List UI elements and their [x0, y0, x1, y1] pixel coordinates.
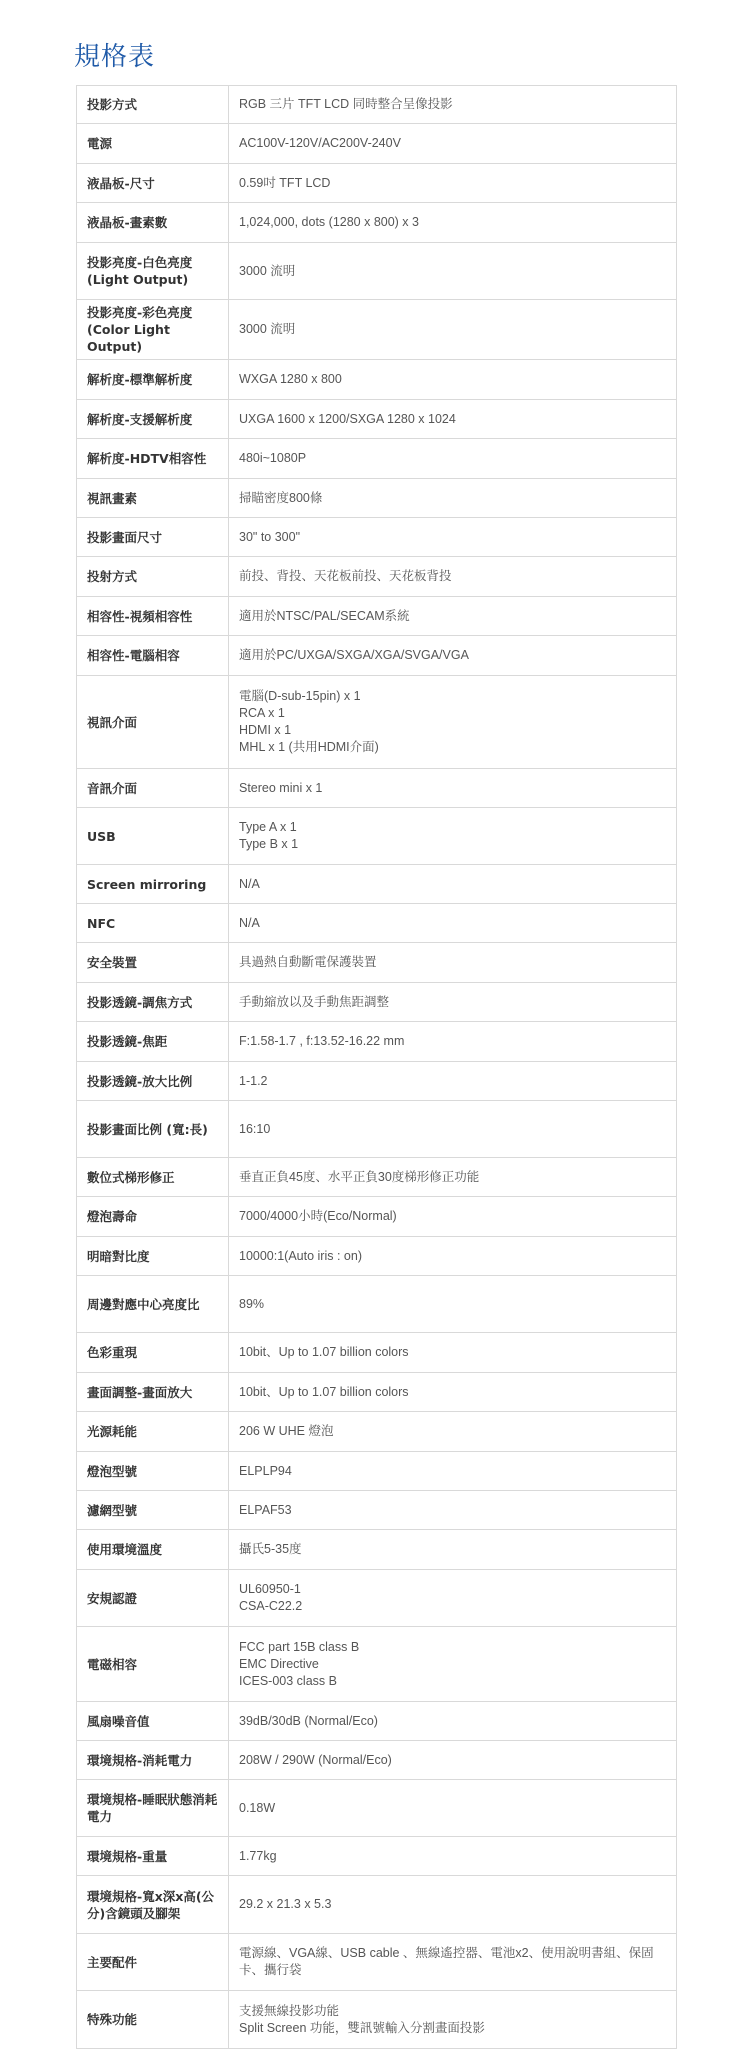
spec-value-line: N/A: [239, 915, 260, 930]
spec-row: [77, 1991, 677, 2049]
spec-value-line: AC100V-120V/AC200V-240V: [239, 136, 401, 150]
spec-value: [229, 124, 677, 164]
spec-value: [229, 1276, 677, 1333]
spec-value-line: 39dB/30dB (Normal/Eco): [239, 1713, 378, 1728]
spec-value: [229, 1022, 677, 1062]
spec-label: 投影方式: [77, 86, 229, 124]
spec-row: [77, 676, 677, 769]
spec-row: [77, 597, 677, 636]
spec-row: [77, 1876, 677, 1934]
spec-label: 投影畫面尺寸: [77, 518, 229, 557]
spec-label: 相容性-電腦相容: [77, 636, 229, 676]
spec-value-line: UXGA 1600 x 1200/SXGA 1280 x 1024: [239, 411, 456, 426]
spec-row: [77, 164, 677, 203]
spec-value-line: 3000 流明: [239, 263, 296, 278]
spec-row: [77, 1333, 677, 1373]
spec-label: Screen mirroring: [77, 865, 229, 904]
spec-label: 燈泡型號: [77, 1452, 229, 1491]
spec-value: [229, 203, 677, 243]
spec-value-line: MHL x 1 (共用HDMI介面): [239, 740, 379, 754]
spec-value: [229, 1491, 677, 1530]
spec-value: [229, 1452, 677, 1491]
spec-value-line: 30" to 300": [239, 529, 301, 544]
spec-value-line: 支援無線投影功能: [239, 2003, 340, 2018]
spec-value: [229, 1237, 677, 1276]
spec-label: 光源耗能: [77, 1412, 229, 1452]
spec-value: [229, 1412, 677, 1452]
spec-row: [77, 904, 677, 943]
spec-value: [229, 1991, 677, 2049]
spec-value: [229, 1373, 677, 1412]
spec-row: [77, 1452, 677, 1491]
spec-value: [229, 904, 677, 943]
spec-value-line: 29.2 x 21.3 x 5.3: [239, 1897, 332, 1911]
spec-value-line: ICES-003 class B: [239, 1673, 337, 1688]
spec-label: 主要配件: [77, 1934, 229, 1991]
spec-label: NFC: [77, 904, 229, 943]
spec-value: [229, 1333, 677, 1373]
spec-label: 電源: [77, 124, 229, 164]
spec-row: [77, 518, 677, 557]
spec-value: [229, 1780, 677, 1837]
spec-label: 液晶板-尺寸: [77, 164, 229, 203]
spec-value-line: 垂直正負45度、水平正負30度梯形修正功能: [239, 1169, 480, 1184]
spec-row: [77, 1412, 677, 1452]
spec-row: [77, 557, 677, 597]
spec-label: 畫面調整-畫面放大: [77, 1373, 229, 1412]
spec-row: [77, 943, 677, 983]
spec-value: [229, 1062, 677, 1101]
spec-value-line: WXGA 1280 x 800: [239, 372, 342, 386]
spec-label: 風扇噪音值: [77, 1702, 229, 1741]
spec-value-line: 攝氏5-35度: [239, 1542, 302, 1556]
spec-value: [229, 1741, 677, 1780]
spec-row: [77, 1373, 677, 1412]
spec-row: [77, 808, 677, 865]
spec-label: 特殊功能: [77, 1991, 229, 2049]
spec-value: [229, 400, 677, 439]
spec-row: [77, 439, 677, 479]
spec-value-line: 208W / 290W (Normal/Eco): [239, 1752, 392, 1767]
spec-label: 音訊介面: [77, 769, 229, 808]
spec-label: 安規認證: [77, 1570, 229, 1627]
spec-row: [77, 1627, 677, 1702]
spec-label: 投影亮度-白色亮度 (Light Output): [77, 243, 229, 300]
spec-value-line: 掃瞄密度800條: [239, 490, 323, 505]
spec-value: [229, 1702, 677, 1741]
spec-value-line: 7000/4000小時(Eco/Normal): [239, 1209, 397, 1223]
spec-label: 液晶板-畫素數: [77, 203, 229, 243]
spec-value-line: 1,024,000, dots (1280 x 800) x 3: [239, 215, 419, 229]
spec-value-line: 0.59吋 TFT LCD: [239, 175, 331, 190]
spec-label: 環境規格-寬x深x高(公分)含鏡頭及腳架: [77, 1876, 229, 1934]
spec-value-line: 適用於NTSC/PAL/SECAM系統: [239, 608, 410, 623]
spec-value-line: F:1.58-1.7 , f:13.52-16.22 mm: [239, 1034, 405, 1048]
spec-value-line: 1.77kg: [239, 1848, 277, 1863]
spec-value: [229, 243, 677, 300]
spec-value-line: 3000 流明: [239, 322, 296, 336]
spec-value: [229, 1101, 677, 1158]
spec-value: [229, 1158, 677, 1197]
spec-value-line: 206 W UHE 燈泡: [239, 1424, 334, 1438]
spec-value-line: 0.18W: [239, 1800, 276, 1815]
spec-label: 環境規格-消耗電力: [77, 1741, 229, 1780]
spec-value-line: FCC part 15B class B: [239, 1639, 360, 1654]
spec-value: [229, 1934, 677, 1991]
spec-value: [229, 865, 677, 904]
spec-value-line: 16:10: [239, 1121, 271, 1136]
spec-value-line: 10000:1(Auto iris : on): [239, 1248, 362, 1263]
spec-value-line: RGB 三片 TFT LCD 同時整合呈像投影: [239, 97, 453, 111]
spec-label: 解析度-標準解析度: [77, 360, 229, 400]
spec-row: [77, 1101, 677, 1158]
spec-row: [77, 1530, 677, 1570]
spec-label: 投影透鏡-放大比例: [77, 1062, 229, 1101]
spec-label: 電磁相容: [77, 1627, 229, 1702]
spec-label: 相容性-視頻相容性: [77, 597, 229, 636]
spec-value: [229, 164, 677, 203]
spec-value: [229, 597, 677, 636]
spec-value: [229, 1837, 677, 1876]
spec-label: 環境規格-重量: [77, 1837, 229, 1876]
spec-row: [77, 86, 677, 124]
spec-row: [77, 1702, 677, 1741]
spec-row: [77, 1158, 677, 1197]
spec-value-line: CSA-C22.2: [239, 1599, 303, 1613]
spec-value-line: Type A x 1: [239, 820, 297, 834]
spec-value: [229, 479, 677, 518]
spec-label: 解析度-HDTV相容性: [77, 439, 229, 479]
spec-value-line: 適用於PC/UXGA/SXGA/XGA/SVGA/VGA: [239, 648, 469, 662]
spec-row: [77, 203, 677, 243]
spec-value-line: 手動縮放以及手動焦距調整: [239, 994, 390, 1009]
spec-value: [229, 360, 677, 400]
spec-value-line: 480i~1080P: [239, 451, 307, 465]
spec-value: [229, 983, 677, 1022]
spec-label: 數位式梯形修正: [77, 1158, 229, 1197]
spec-row: [77, 1491, 677, 1530]
spec-label: 安全裝置: [77, 943, 229, 983]
spec-label: 投影透鏡-調焦方式: [77, 983, 229, 1022]
spec-label: USB: [77, 808, 229, 865]
spec-label: 視訊畫素: [77, 479, 229, 518]
spec-row: [77, 1022, 677, 1062]
spec-value-line: Type B x 1: [239, 837, 299, 851]
spec-value: [229, 769, 677, 808]
spec-value-line: Split Screen 功能，雙訊號輸入分割畫面投影: [239, 2020, 485, 2035]
page-title: 規格表: [74, 42, 156, 72]
spec-row: [77, 769, 677, 808]
spec-value-line: EMC Directive: [239, 1656, 319, 1671]
spec-value: [229, 518, 677, 557]
spec-label: 投射方式: [77, 557, 229, 597]
spec-row: [77, 1237, 677, 1276]
spec-table: [76, 85, 677, 2049]
spec-value-line: N/A: [239, 876, 260, 891]
spec-row: [77, 1837, 677, 1876]
spec-label: 燈泡壽命: [77, 1197, 229, 1237]
spec-value: [229, 943, 677, 983]
spec-value-line: RCA x 1: [239, 706, 285, 720]
spec-row: [77, 1741, 677, 1780]
spec-value-line: HDMI x 1: [239, 723, 292, 737]
spec-value: [229, 1876, 677, 1934]
spec-value: [229, 1570, 677, 1627]
spec-value-line: ELPLP94: [239, 1463, 292, 1478]
spec-value: [229, 86, 677, 124]
spec-row: [77, 1570, 677, 1627]
spec-value: [229, 636, 677, 676]
spec-value: [229, 808, 677, 865]
spec-row: [77, 983, 677, 1022]
spec-value-line: Stereo mini x 1: [239, 780, 323, 795]
spec-label: 視訊介面: [77, 676, 229, 769]
spec-value: [229, 1627, 677, 1702]
spec-value-line: 前投、背投、天花板前投、天花板背投: [239, 569, 452, 583]
spec-value: [229, 1197, 677, 1237]
spec-label: 使用環境溫度: [77, 1530, 229, 1570]
spec-value-line: UL60950-1: [239, 1582, 301, 1596]
spec-label: 投影透鏡-焦距: [77, 1022, 229, 1062]
spec-row: [77, 1934, 677, 1991]
spec-label: 環境規格-睡眠狀態消耗電力: [77, 1780, 229, 1837]
spec-row: [77, 1276, 677, 1333]
spec-value-line: ELPAF53: [239, 1502, 292, 1517]
spec-row: [77, 1780, 677, 1837]
spec-label: 投影亮度-彩色亮度 (Color Light Output): [77, 300, 229, 360]
spec-value-line: 89%: [239, 1296, 265, 1311]
spec-table-body: [77, 86, 677, 2049]
spec-label: 色彩重現: [77, 1333, 229, 1373]
spec-value-line: 10bit、Up to 1.07 billion colors: [239, 1345, 409, 1359]
spec-row: [77, 479, 677, 518]
spec-row: [77, 1197, 677, 1237]
spec-label: 明暗對比度: [77, 1237, 229, 1276]
spec-value-line: 電腦(D-sub-15pin) x 1: [239, 689, 361, 703]
spec-row: [77, 865, 677, 904]
spec-row: [77, 243, 677, 300]
spec-value-line: 具過熱自動斷電保護裝置: [239, 955, 377, 969]
spec-value: [229, 1530, 677, 1570]
spec-label: 投影畫面比例 (寬:長): [77, 1101, 229, 1158]
spec-value: [229, 676, 677, 769]
spec-value-line: 10bit、Up to 1.07 billion colors: [239, 1384, 409, 1399]
spec-value-line: 1-1.2: [239, 1073, 268, 1088]
spec-row: [77, 360, 677, 400]
spec-value: [229, 439, 677, 479]
spec-label: 解析度-支援解析度: [77, 400, 229, 439]
spec-label: 濾網型號: [77, 1491, 229, 1530]
spec-label: 周邊對應中心亮度比: [77, 1276, 229, 1333]
spec-row: [77, 636, 677, 676]
spec-value-line: 電源線、VGA線、USB cable 、無線遙控器、電池x2、使用說明書組、保固卡、攜行袋: [239, 1946, 654, 1977]
spec-row: [77, 400, 677, 439]
spec-value: [229, 557, 677, 597]
spec-row: [77, 124, 677, 164]
spec-row: [77, 300, 677, 360]
spec-value: [229, 300, 677, 360]
spec-row: [77, 1062, 677, 1101]
